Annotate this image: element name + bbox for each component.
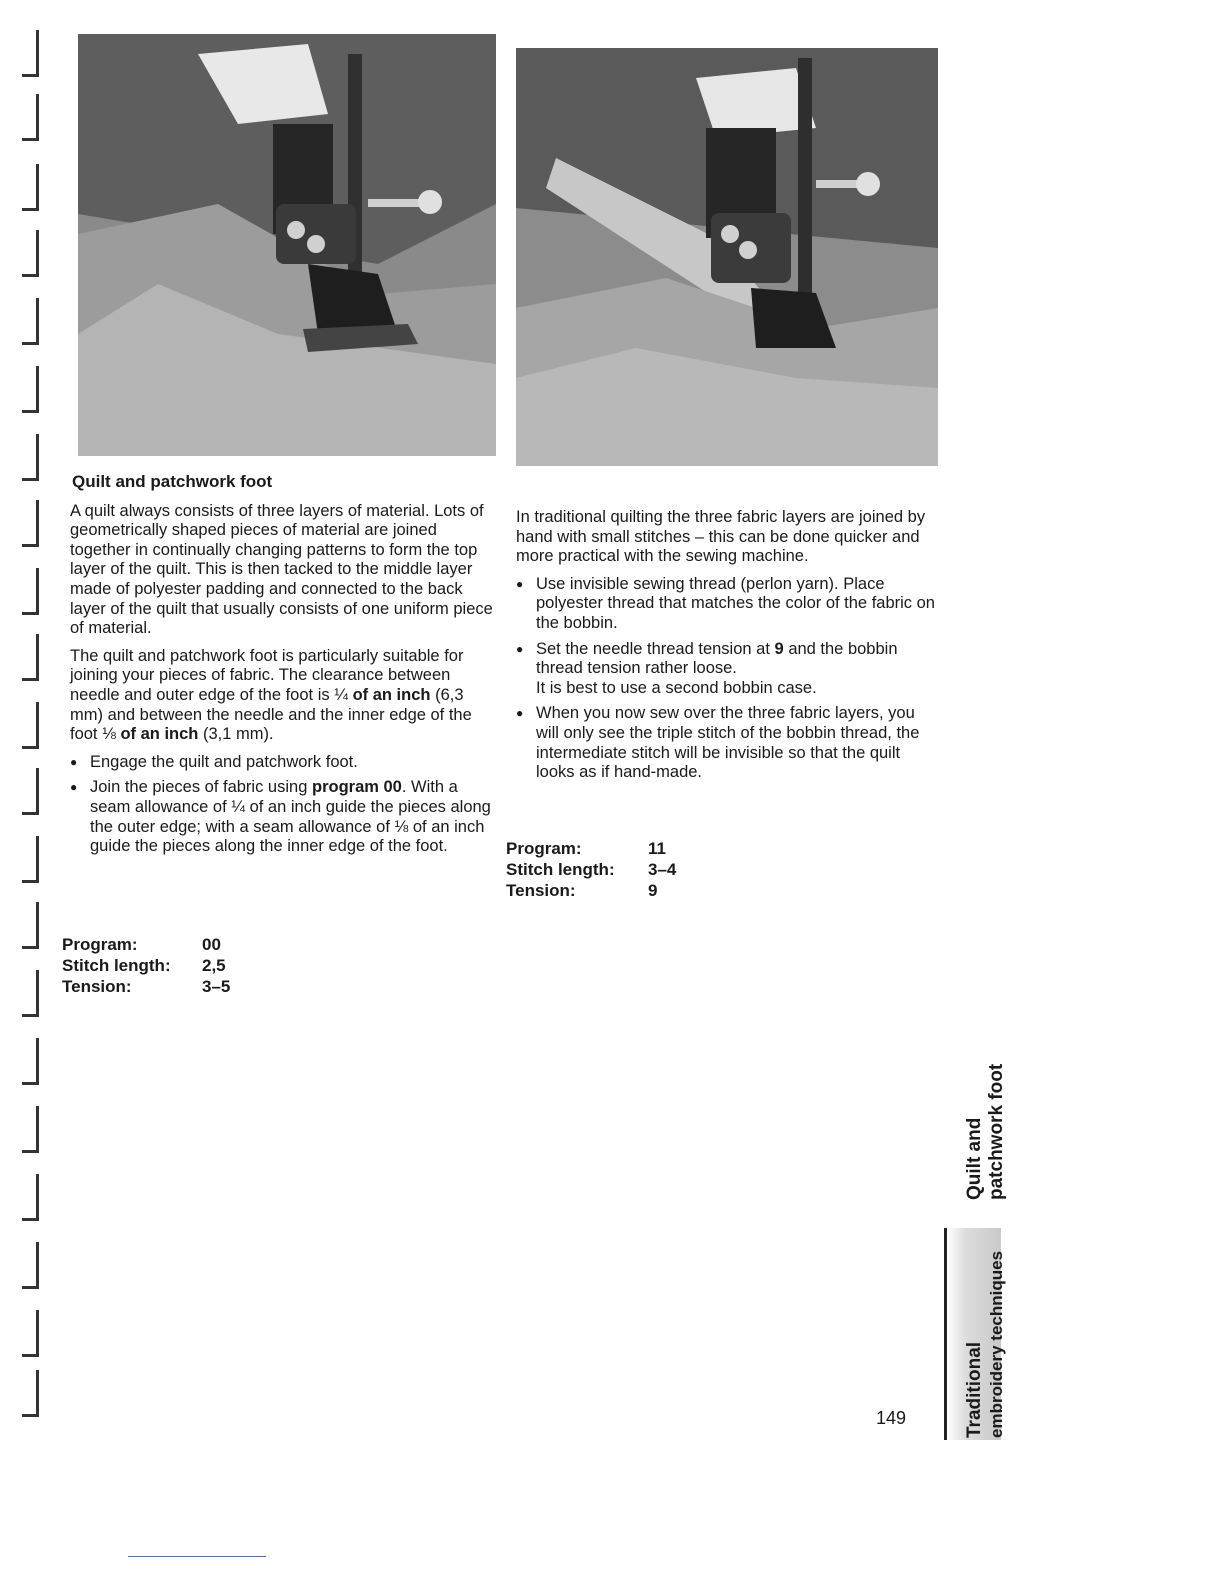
right-bullet-list: [516, 575, 936, 783]
settings-value: 3–4: [648, 860, 677, 879]
list-item: ● Engage the quilt and patchwork foot.: [70, 753, 494, 773]
left-text-column: [70, 472, 494, 863]
settings-value: 2,5: [202, 956, 226, 975]
settings-value: 11: [648, 839, 666, 858]
list-item: ● When you now sew over the three fabric layers, you will only see the triple stitch of the bobbin thread, the intermediate stitch will be invisible so that the quilt looks as if hand-made.: [516, 704, 936, 782]
settings-label: Stitch length:: [506, 860, 615, 879]
settings-label: Program:: [506, 839, 582, 858]
clearance-text-2: (6,3 mm) and between the needle and the inner edge of the foot ⅛: [70, 685, 472, 744]
program-reference: program 00: [311, 778, 402, 797]
settings-row: [62, 976, 230, 997]
tension-value: 9: [774, 639, 784, 658]
settings-row: [506, 838, 676, 859]
page-number: 149: [876, 1408, 907, 1428]
settings-row: [506, 880, 676, 901]
quilt-foot-photo-right: [516, 48, 938, 466]
bullet-text: and the bobbin thread tension rather loose.: [536, 639, 898, 678]
footer-divider: [128, 1556, 266, 1557]
clearance-text-1: The quilt and patchwork foot is particularly suitable for joining your pieces of fabric. The clearance between needle and outer edge of the foot is ¼: [70, 646, 464, 704]
list-item: ● Use invisible sewing thread (perlon yarn). Place polyester thread that matches the color of the fabric on the bobbin.: [516, 575, 936, 634]
left-settings-table: [62, 934, 230, 997]
settings-row: [62, 934, 230, 955]
settings-row: [62, 955, 230, 976]
list-item: [70, 778, 494, 856]
settings-label: Stitch length:: [62, 956, 171, 975]
bullet-text: It is best to use a second bobbin case.: [536, 678, 817, 697]
settings-label: Program:: [62, 935, 138, 954]
settings-row: [506, 859, 676, 880]
settings-label: Tension:: [506, 881, 576, 900]
side-tab-traditional-techniques: [964, 1251, 1008, 1438]
quilt-foot-photo-left: [78, 34, 496, 456]
traditional-quilting-paragraph: In traditional quilting the three fabric layers are joined by hand with small stitches – this can be done quicker and more practical with the sewing machine.: [516, 508, 926, 566]
settings-value: 9: [648, 881, 658, 900]
side-tab-quilt-patchwork: [964, 1064, 1008, 1200]
side-tab-line: embroidery techniques: [987, 1250, 1006, 1438]
settings-value: 3–5: [202, 977, 231, 996]
clearance-unit-2: of an inch: [120, 725, 199, 744]
left-bullet-list: [70, 753, 494, 857]
bullet-text: . With a seam allowance of ¼ of an inch guide the pieces along the outer edge; with a seam allowance of ⅛ of an inch guide the pieces along the inner edge of the foot.: [90, 778, 491, 856]
side-tab-line: patchwork foot: [986, 1063, 1007, 1200]
right-settings-table: [506, 838, 676, 901]
list-item: [516, 640, 936, 699]
right-text-column: [516, 508, 936, 789]
spiral-binding-marks: [14, 30, 44, 1430]
clearance-paragraph: [70, 647, 494, 745]
section-heading: Quilt and patchwork foot: [72, 472, 273, 491]
bullet-text: Join the pieces of fabric using: [90, 778, 308, 797]
side-tab-line: Quilt and: [964, 1117, 985, 1200]
side-tab-line: Traditional: [964, 1341, 985, 1438]
settings-value: 00: [202, 935, 221, 954]
bullet-text: Set the needle thread tension at: [536, 639, 770, 658]
intro-paragraph: A quilt always consists of three layers of material. Lots of geometrically shaped pieces of material are joined together in continually changing patterns to form the top layer of the quilt. This is then tacked to the middle layer made of polyester padding and connected to the back layer of the quilt that usually consists of one uniform piece of material.: [70, 501, 493, 638]
clearance-unit-1: of an inch: [352, 685, 431, 704]
clearance-text-3: (3,1 mm).: [202, 725, 274, 744]
settings-label: Tension:: [62, 977, 132, 996]
